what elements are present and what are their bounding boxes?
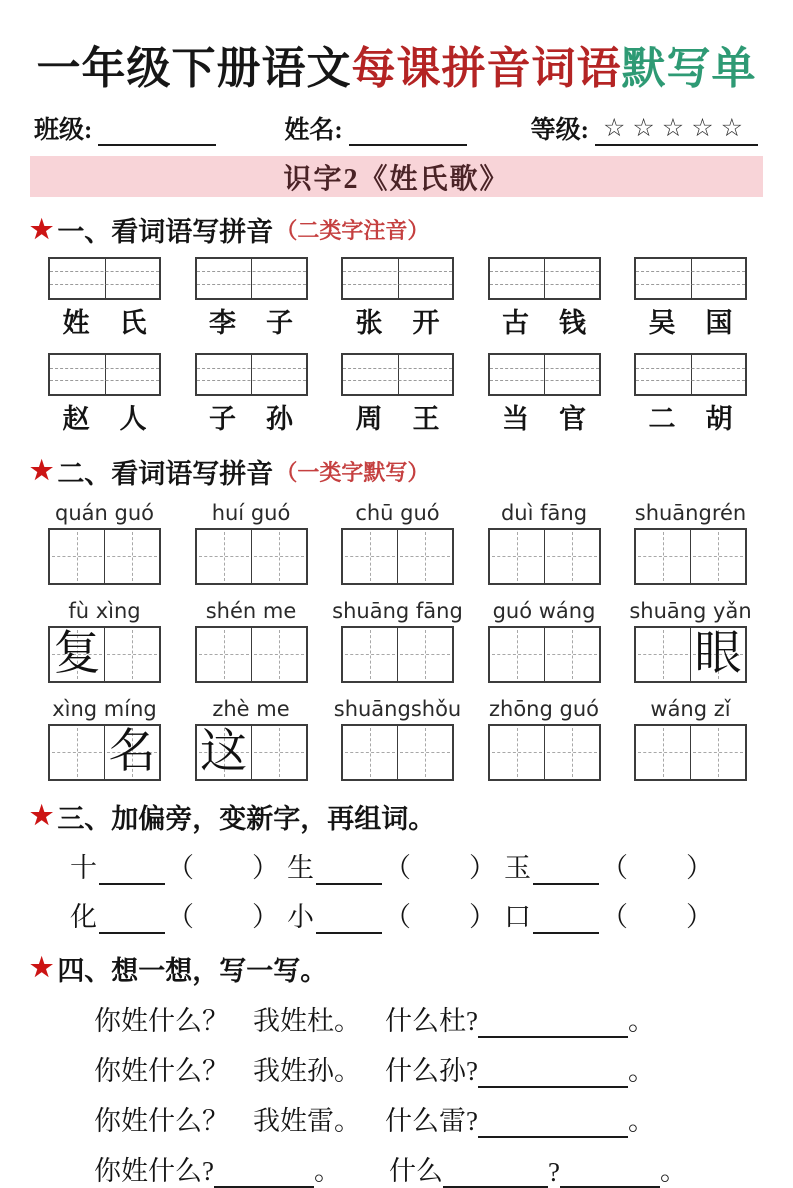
pinyin-grid[interactable] [634, 353, 747, 396]
pinyin-label: xìng míng [52, 696, 157, 721]
section1-title: 一、看词语写拼音 [57, 217, 274, 247]
paren-open: （ [384, 901, 411, 932]
pinyin-label: shuāngshǒu [333, 696, 462, 721]
answer-blank[interactable] [316, 905, 382, 933]
section2-note: （一类字默写） [275, 459, 430, 485]
pinyin-prompt-group [332, 598, 463, 683]
section1-note: （二类字注音） [275, 218, 430, 243]
word-char: 赵 [62, 404, 90, 435]
lesson-title: 识字2《姓氏歌》 [283, 163, 510, 195]
answer-text: 我姓孙。 [253, 1055, 361, 1086]
pinyin-grid[interactable] [488, 257, 601, 300]
section3-row1 [70, 846, 713, 885]
word-char: 子 [209, 404, 236, 435]
tianzige-grid[interactable] [634, 626, 747, 683]
section2-title: 二、看词语写拼音 [57, 458, 274, 489]
pinyin-grid[interactable] [48, 353, 161, 396]
question-text: 你姓什么? [94, 1155, 214, 1186]
pinyin-label: shén me [205, 598, 297, 623]
title-part-green: 默写单 [621, 44, 757, 93]
word-char: 吴 [648, 308, 676, 338]
title-part-red: 每课拼音词语 [351, 44, 622, 93]
tianzige-grid[interactable] [488, 626, 601, 683]
star-icon: ★ [30, 953, 54, 983]
followup-text: 什么雷? [385, 1105, 478, 1136]
star-rating[interactable]: ☆☆☆☆☆ [595, 113, 758, 146]
pinyin-grid[interactable] [488, 353, 601, 396]
word-char: 开 [412, 308, 440, 338]
question-text: 你姓什么？ [94, 1005, 229, 1036]
pinyin-grid[interactable] [195, 353, 308, 396]
section2-row3 [48, 697, 747, 781]
word-group [634, 353, 747, 435]
answer-blank[interactable] [560, 1159, 660, 1187]
pinyin-label: shuāng fāng [332, 598, 463, 623]
word-char: 国 [705, 308, 733, 338]
paren-open: （ [601, 901, 628, 932]
paren-open: （ [384, 852, 411, 883]
word-group [341, 353, 454, 435]
section3-heading [30, 797, 763, 836]
answer-text: 我姓杜。 [253, 1005, 361, 1036]
tianzige-grid[interactable] [195, 724, 308, 781]
tianzige-grid[interactable] [48, 528, 161, 585]
pinyin-label: shuāngrén [634, 500, 747, 525]
answer-blank[interactable] [316, 856, 382, 884]
word-char: 氏 [119, 308, 147, 338]
period: 。 [313, 1155, 341, 1186]
pinyin-grid[interactable] [341, 353, 454, 396]
answer-blank[interactable] [533, 856, 599, 884]
tianzige-grid[interactable] [488, 724, 601, 781]
word-char: 当 [502, 404, 529, 435]
word-group [488, 257, 601, 339]
section4-title: 四、想一想，写一写。 [57, 955, 328, 986]
word-group [488, 353, 601, 435]
paren-open: （ [167, 852, 194, 883]
radical-exercise [504, 895, 713, 934]
question-text: 你姓什么？ [94, 1105, 229, 1136]
word-char: 古 [502, 308, 529, 338]
prefill-char: 这 [200, 725, 247, 778]
pinyin-label: quán guó [55, 500, 154, 525]
answer-text: 我姓雷。 [253, 1105, 361, 1136]
grade-label: 等级: [530, 117, 589, 144]
pinyin-label: huí guó [211, 500, 291, 525]
pinyin-prompt-group [634, 697, 747, 781]
title-part-black: 一年级下册语文 [36, 44, 352, 93]
question-mark: ? [547, 1156, 560, 1187]
word-char: 李 [209, 308, 236, 338]
word-group [195, 257, 308, 339]
base-char: 口 [504, 901, 531, 932]
radical-exercise [287, 846, 496, 885]
tianzige-grid[interactable] [195, 528, 308, 585]
word-char: 王 [412, 404, 440, 435]
answer-blank[interactable] [443, 1159, 548, 1187]
pinyin-label: zhè me [212, 696, 290, 721]
paren-open: （ [601, 852, 628, 883]
class-blank[interactable] [98, 120, 216, 146]
question-line [94, 1099, 763, 1138]
paren-close: ） [252, 852, 279, 883]
paren-close: ） [252, 901, 279, 932]
pinyin-prompt-group [634, 501, 747, 585]
pinyin-prompt-group [48, 697, 161, 781]
section2-row1 [48, 501, 747, 585]
word-group [48, 353, 161, 435]
section2-heading [30, 452, 763, 491]
pinyin-prompt-group [488, 599, 601, 683]
followup-text: 什么孙? [385, 1055, 478, 1086]
word-char: 周 [355, 404, 383, 435]
pinyin-grid[interactable] [341, 257, 454, 300]
base-char: 十 [70, 852, 97, 883]
section4-heading [30, 949, 763, 988]
section3-title: 三、加偏旁，变新字，再组词。 [57, 803, 436, 834]
radical-exercise [504, 846, 713, 885]
section1-row2 [48, 353, 747, 435]
word-char: 钱 [559, 308, 586, 338]
pinyin-prompt-group [629, 598, 752, 683]
question-line [94, 999, 763, 1038]
period: 。 [627, 1005, 655, 1036]
pinyin-prompt-group [195, 599, 308, 683]
answer-blank[interactable] [478, 1059, 628, 1087]
lesson-banner [30, 156, 763, 197]
pinyin-prompt-group [195, 501, 308, 585]
word-char: 人 [119, 404, 147, 435]
period: 。 [627, 1055, 655, 1086]
word-char: 孙 [266, 404, 293, 435]
answer-blank[interactable] [478, 1009, 628, 1037]
answer-blank[interactable] [99, 856, 165, 884]
radical-exercise [70, 846, 279, 885]
tianzige-grid[interactable] [341, 626, 454, 683]
prefill-char: 眼 [694, 627, 742, 680]
section3-row2 [70, 895, 713, 934]
word-char: 二 [648, 404, 676, 435]
paren-open: （ [167, 901, 194, 932]
pinyin-prompt-group [488, 697, 601, 781]
pinyin-grid[interactable] [634, 257, 747, 300]
tianzige-grid[interactable] [195, 626, 308, 683]
pinyin-prompt-group [341, 501, 454, 585]
word-char: 子 [266, 308, 293, 338]
page-title [30, 32, 763, 96]
prefill-char: 名 [108, 725, 156, 778]
paren-close: ） [469, 901, 496, 932]
paren-close: ） [469, 852, 496, 883]
pinyin-label: duì fāng [500, 500, 588, 525]
pinyin-prompt-group [48, 599, 161, 683]
star-icon: ★ [30, 214, 54, 244]
word-char: 姓 [62, 308, 90, 338]
question-line [94, 1049, 763, 1088]
period: 。 [627, 1105, 655, 1136]
tianzige-grid[interactable] [341, 724, 454, 781]
section1-row1 [48, 257, 747, 339]
radical-exercise [70, 895, 279, 934]
answer-blank[interactable] [214, 1159, 314, 1187]
tianzige-grid[interactable] [634, 528, 747, 585]
pinyin-grid[interactable] [48, 257, 161, 300]
word-group [341, 257, 454, 339]
word-group [634, 257, 747, 339]
tianzige-grid[interactable] [634, 724, 747, 781]
base-char: 玉 [504, 852, 531, 883]
tianzige-grid[interactable] [48, 724, 161, 781]
paren-close: ） [686, 901, 713, 932]
base-char: 生 [287, 852, 314, 883]
pinyin-label: guó wáng [492, 598, 596, 623]
answer-blank[interactable] [478, 1109, 628, 1137]
word-group [195, 353, 308, 435]
pinyin-prompt-group [48, 501, 161, 585]
word-char: 官 [559, 404, 586, 435]
period: 。 [659, 1155, 687, 1186]
pinyin-label: zhōng guó [489, 696, 599, 721]
prefill-char: 复 [53, 627, 101, 680]
base-char: 化 [70, 901, 97, 932]
question-text: 你姓什么？ [94, 1055, 229, 1086]
base-char: 小 [287, 901, 314, 932]
pinyin-label: wáng zǐ [650, 696, 731, 721]
student-info-row [30, 110, 763, 146]
section2-row2 [48, 598, 752, 683]
star-icon: ★ [30, 801, 54, 831]
tianzige-grid[interactable] [48, 626, 161, 683]
pinyin-label: chū guó [355, 500, 440, 525]
pinyin-grid[interactable] [195, 257, 308, 300]
section1-heading [30, 210, 763, 249]
followup-text: 什么杜? [385, 1005, 478, 1036]
question-line-last [94, 1149, 763, 1188]
name-label: 姓名: [284, 117, 343, 144]
pinyin-prompt-group [333, 696, 462, 781]
pinyin-label: fù xìng [68, 598, 141, 623]
word-group [48, 257, 161, 339]
pinyin-prompt-group [488, 501, 601, 585]
pinyin-label: shuāng yǎn [629, 598, 752, 623]
mid-text: 什么 [388, 1155, 443, 1186]
star-icon: ★ [30, 456, 54, 486]
answer-blank[interactable] [533, 905, 599, 933]
name-blank[interactable] [349, 120, 467, 146]
word-char: 胡 [705, 404, 733, 435]
class-label: 班级: [34, 117, 93, 144]
word-char: 张 [355, 308, 383, 338]
pinyin-prompt-group [195, 697, 308, 781]
tianzige-grid[interactable] [341, 528, 454, 585]
radical-exercise [287, 895, 496, 934]
paren-close: ） [686, 852, 713, 883]
answer-blank[interactable] [99, 905, 165, 933]
tianzige-grid[interactable] [488, 528, 601, 585]
